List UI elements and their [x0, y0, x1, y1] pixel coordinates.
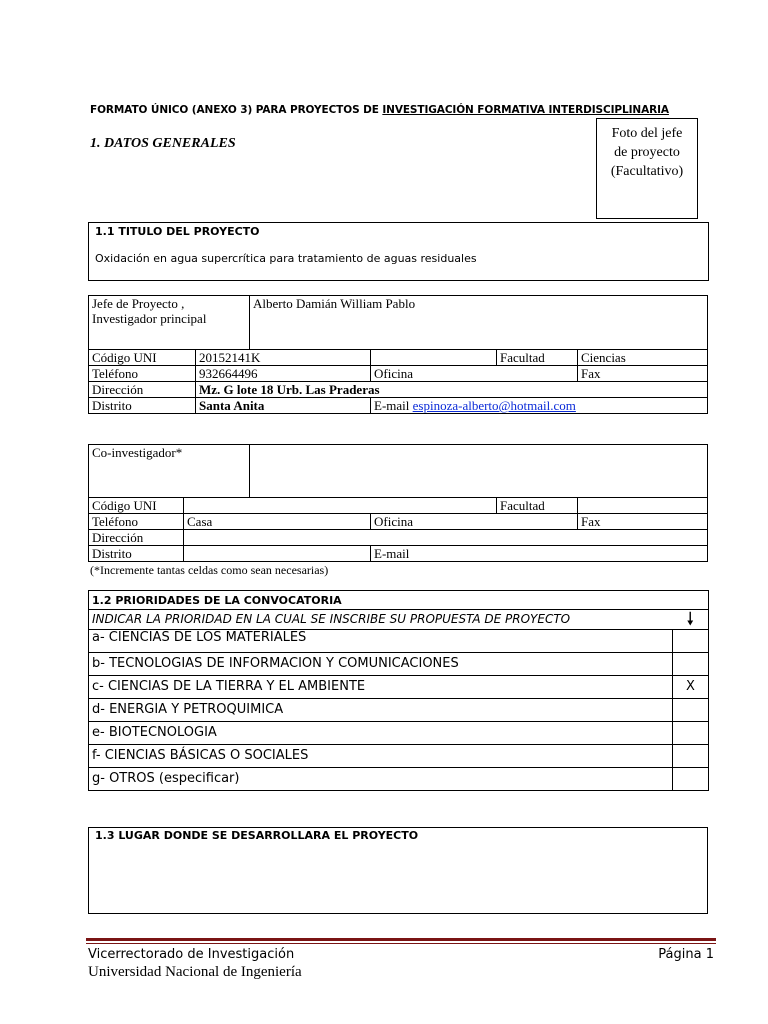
form-header-part2: INVESTIGACIÓN FORMATIVA INTERDISCIPLINARIA — [382, 104, 669, 116]
coinv-fax-label: Fax — [578, 514, 708, 530]
section-title-datos-generales: 1. DATOS GENERALES — [90, 136, 236, 151]
leader-label-cell — [89, 296, 250, 350]
coinv-codigo-label: Código UNI — [89, 498, 184, 514]
priorities-table — [88, 590, 709, 791]
project-location-title: 1.3 LUGAR DONDE SE DESARROLLARA EL PROYECTO — [95, 829, 419, 842]
priority-mark-e[interactable] — [673, 722, 709, 745]
coinv-direccion-field[interactable] — [184, 530, 708, 546]
coinv-facultad-field[interactable] — [578, 498, 708, 514]
leader-distrito-label: Distrito — [89, 398, 196, 414]
priority-mark-b[interactable] — [673, 653, 709, 676]
leader-codigo-label: Código UNI — [89, 350, 196, 366]
priority-item-g: g- OTROS (especificar) — [89, 768, 673, 791]
project-leader-table — [88, 295, 708, 414]
form-header — [90, 104, 669, 116]
photo-label-line2: de proyecto — [614, 145, 680, 160]
priority-item-b: b- TECNOLOGIAS DE INFORMACION Y COMUNICACIONES — [89, 653, 673, 676]
coinv-distrito-field[interactable] — [184, 546, 371, 562]
project-location-box[interactable] — [88, 827, 708, 914]
coinv-casa-label: Casa — [184, 514, 371, 530]
photo-label-line3: (Facultativo) — [610, 164, 684, 179]
leader-label-line2: Investigador principal — [92, 311, 207, 326]
leader-label-line1: Jefe de Proyecto , — [92, 296, 185, 311]
priority-mark-f[interactable] — [673, 745, 709, 768]
co-investigator-table — [88, 444, 708, 562]
leader-empty-cell — [371, 350, 497, 366]
coinv-label-cell: Co-investigador* — [89, 445, 250, 498]
footer-university: Universidad Nacional de Ingeniería — [88, 964, 302, 980]
footnote-increment: (*Incremente tantas celdas como sean necesarias) — [90, 563, 329, 577]
footer-divider-thin — [86, 943, 716, 944]
coinv-facultad-label: Facultad — [497, 498, 578, 514]
leader-fax-label: Fax — [578, 366, 708, 382]
coinv-email-label: E-mail — [371, 546, 708, 562]
leader-direccion-label: Dirección — [89, 382, 196, 398]
leader-name-field[interactable]: Alberto Damián William Pablo — [250, 296, 708, 350]
priority-item-f: f- CIENCIAS BÁSICAS O SOCIALES — [89, 745, 673, 768]
priority-mark-g[interactable] — [673, 768, 709, 791]
photo-placeholder-box — [596, 118, 698, 219]
priority-mark-a[interactable] — [673, 630, 709, 653]
project-title-label: 1.1 TITULO DEL PROYECTO — [95, 225, 260, 238]
leader-telefono-label: Teléfono — [89, 366, 196, 382]
leader-email-cell — [371, 398, 708, 414]
priority-mark-d[interactable] — [673, 699, 709, 722]
leader-telefono-field[interactable]: 932664496 — [196, 366, 371, 382]
leader-email-link[interactable]: espinoza-alberto@hotmail.com — [412, 398, 576, 413]
priority-item-c: c- CIENCIAS DE LA TIERRA Y EL AMBIENTE — [89, 676, 673, 699]
priority-item-e: e- BIOTECNOLOGIA — [89, 722, 673, 745]
leader-distrito-field[interactable]: Santa Anita — [196, 398, 371, 414]
coinv-telefono-label: Teléfono — [89, 514, 184, 530]
leader-direccion-field[interactable]: Mz. G lote 18 Urb. Las Praderas — [196, 382, 708, 398]
leader-email-label: E-mail — [374, 398, 410, 413]
coinv-direccion-label: Dirección — [89, 530, 184, 546]
priorities-title: 1.2 PRIORIDADES DE LA CONVOCATORIA — [89, 591, 709, 610]
priority-item-a: a- CIENCIAS DE LOS MATERIALES — [89, 630, 673, 653]
leader-codigo-field[interactable]: 20152141K — [196, 350, 371, 366]
coinv-name-field[interactable] — [250, 445, 708, 498]
form-header-part1: FORMATO ÚNICO (ANEXO 3) PARA PROYECTOS DE — [90, 104, 383, 116]
coinv-codigo-field[interactable] — [184, 498, 497, 514]
leader-facultad-label: Facultad — [497, 350, 578, 366]
footer-divider-thick — [86, 938, 716, 941]
photo-label-line1: Foto del jefe — [611, 126, 683, 141]
down-arrow-icon: 🠗 — [673, 610, 709, 630]
priority-item-d: d- ENERGIA Y PETROQUIMICA — [89, 699, 673, 722]
leader-facultad-field[interactable]: Ciencias — [578, 350, 708, 366]
footer-page-number: Página 1 — [658, 947, 714, 962]
coinv-oficina-label: Oficina — [371, 514, 578, 530]
priority-mark-c[interactable]: X — [673, 676, 709, 699]
project-title-value[interactable]: Oxidación en agua supercrítica para tratamiento de aguas residuales — [95, 252, 477, 265]
priorities-subtitle: INDICAR LA PRIORIDAD EN LA CUAL SE INSCRIBE SU PROPUESTA DE PROYECTO — [89, 610, 673, 630]
leader-oficina-label: Oficina — [371, 366, 578, 382]
footer-vicerrectorado: Vicerrectorado de Investigación — [88, 947, 295, 962]
project-title-box — [88, 222, 709, 281]
coinv-distrito-label: Distrito — [89, 546, 184, 562]
